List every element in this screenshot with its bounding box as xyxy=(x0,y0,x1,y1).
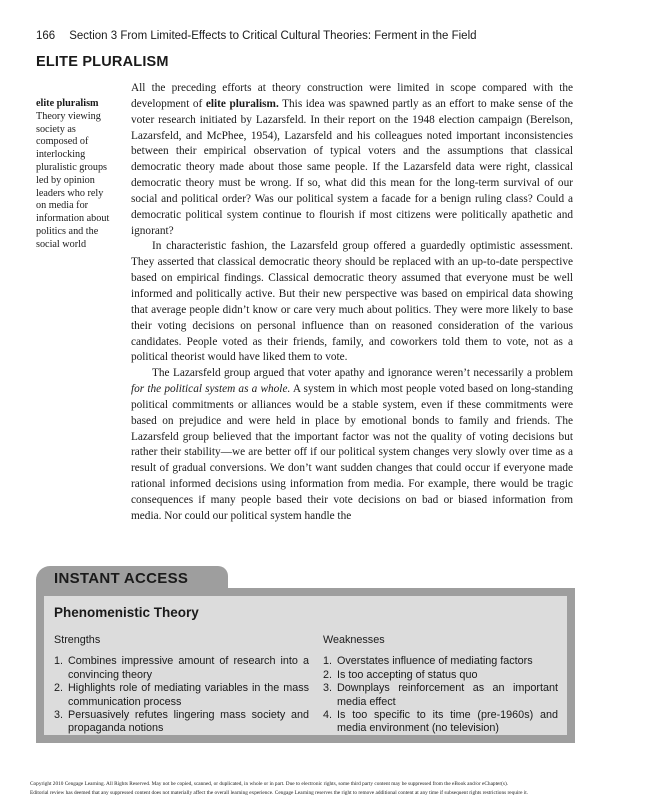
margin-glossary-note xyxy=(36,98,114,252)
item-text: Persuasively refutes lingering mass society and propaganda notions xyxy=(68,709,309,735)
strengths-list xyxy=(54,655,309,735)
item-number: 2. xyxy=(323,668,333,681)
section-title: ELITE PLURALISM xyxy=(36,54,169,70)
page-number: 166 xyxy=(36,30,56,42)
paragraph-3-text-b: A system in which most people voted based on long-standing political commitments or alliances would be a stable system, even if these commitments were based on prejudice and were held in place by emotional bonds to family and friends. The Lazarsfeld group believed that the important factor was not the quality of voting decisions but rather their stability—we are better off if our political system changes very slowly over time as a result of gradual conversions. We don’t want sudden changes that could occur if everyone made rational informed decisions using information from media. For example, there would be tragic consequences if many people based their vote decisions on bad or biased information from media. Nor could our political system handle the xyxy=(131,383,573,522)
paragraph-3-text-a: The Lazarsfeld group argued that voter apathy and ignorance weren’t necessarily a problem xyxy=(152,367,573,380)
key-term-elite-pluralism: elite pluralism. xyxy=(205,97,279,110)
running-header xyxy=(36,30,477,42)
body-text xyxy=(131,81,573,525)
item-text: Overstates influence of mediating factors xyxy=(337,655,533,668)
item-number: 1. xyxy=(323,655,333,668)
list-item xyxy=(54,655,309,682)
list-item xyxy=(323,669,558,682)
item-text: Downplays reinforcement as an important media effect xyxy=(337,682,558,708)
list-item xyxy=(54,682,309,709)
weaknesses-list xyxy=(323,655,558,735)
list-item xyxy=(323,655,558,668)
editorial-notice: Editorial review has deemed that any suppressed content does not materially affect the overall learning experience. Cengage Learning reserves the right to remove additional content at any time if subsequent rights restrictions require it. xyxy=(30,790,529,796)
glossary-definition: Theory viewing society as composed of interlocking pluralistic groups led by opinion leaders who rely on media for information about politics and the social world xyxy=(36,110,110,250)
instant-access-label: INSTANT ACCESS xyxy=(54,570,189,587)
list-item xyxy=(54,709,309,736)
paragraph-3 xyxy=(131,366,573,524)
copyright-notice: Copyright 2010 Cengage Learning. All Rights Reserved. May not be copied, scanned, or duplicated, in whole or in part. Due to electronic rights, some third party content may be suppressed from the eBook and/or eChapter(s). xyxy=(30,781,509,787)
item-number: 3. xyxy=(54,709,64,722)
item-text: Highlights role of mediating variables in the mass communication process xyxy=(68,682,309,708)
paragraph-1 xyxy=(131,81,573,239)
strengths-heading: Strengths xyxy=(54,634,101,646)
list-item xyxy=(323,682,558,709)
weaknesses-column xyxy=(323,634,558,736)
item-text: Is too accepting of status quo xyxy=(337,668,478,681)
weaknesses-heading: Weaknesses xyxy=(323,634,385,646)
theory-title: Phenomenistic Theory xyxy=(54,605,199,620)
item-number: 3. xyxy=(323,682,333,695)
instant-access-box xyxy=(36,588,575,743)
item-number: 1. xyxy=(54,655,64,668)
running-title: Section 3 From Limited-Effects to Critical Cultural Theories: Ferment in the Field xyxy=(69,30,477,42)
paragraph-1-text-b: This idea was spawned partly as an effort to make sense of the voter research initiated by Lazarsfeld. In their report on the 1948 election campaign (Berelson, Lazarsfeld, and McPhee, 1954), Lazarsfeld and his colleagues noted important inconsistencies between their empirical observation of typical voters and the assumptions that classical democratic theory made about those same people. If the Lazarsfeld data were right, classical democratic theory must be wrong. If so, what did this mean for the long-term survival of our social and political order? Was our political system a facade for a benign ruling class? Could a democratic political system continue to flourish if most citizens were politically apathetic and ignorant? xyxy=(131,97,573,237)
paragraph-1-text-a: All the preceding efforts at theory construction were limited in scope compared with the development of xyxy=(131,82,573,110)
instant-access-panel xyxy=(44,596,567,735)
emphasis-text: for the political system as a whole. xyxy=(131,383,291,396)
item-text: Combines impressive amount of research into a convincing theory xyxy=(68,655,309,681)
list-item xyxy=(323,709,558,736)
paragraph-2: In characteristic fashion, the Lazarsfeld group offered a guardedly optimistic assessment. They asserted that classical democratic theory should be replaced with an up-to-date perspective based on empirical findings. Classical democratic theory assumed that everyone must be well informed and politically active. But their new perspective was based on empirical data showing that average people didn’t know or care very much about politics. They were more likely to base their voting decisions on personal influence than on reasoned consideration of the various candidates. People voted as their friends, family, and coworkers told them to vote, not as a political theorist would have liked them to vote. xyxy=(131,240,573,364)
item-text: Is too specific to its time (pre-1960s) and media environment (no television) xyxy=(337,709,558,735)
strengths-column xyxy=(54,634,309,736)
glossary-term: elite pluralism xyxy=(36,98,99,109)
item-number: 2. xyxy=(54,682,64,695)
item-number: 4. xyxy=(323,709,333,722)
